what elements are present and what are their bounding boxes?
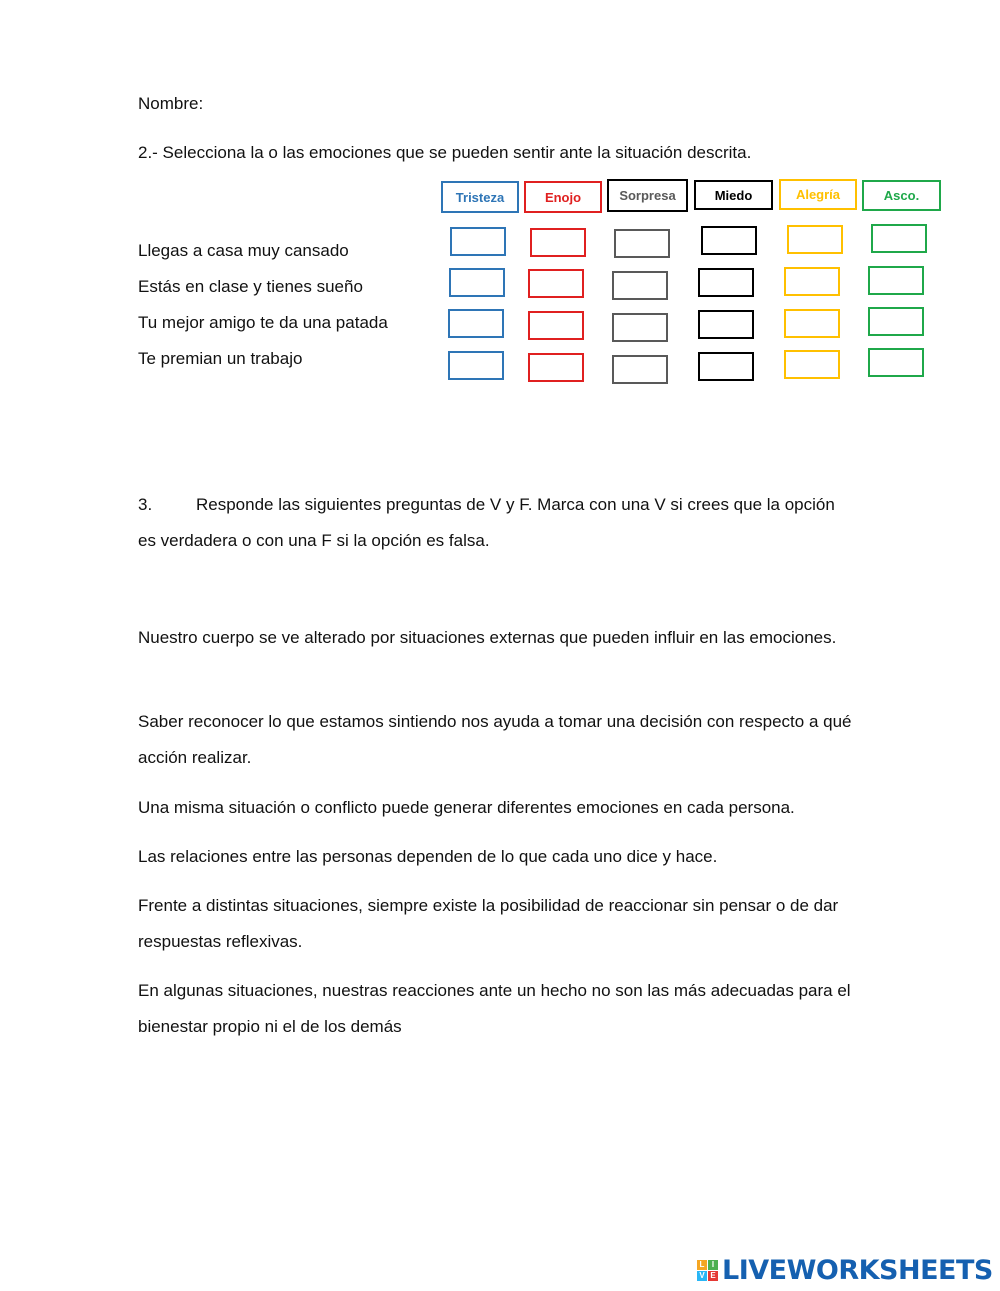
checkbox-situation-1-alegria[interactable] [787, 225, 843, 254]
statement-5: Frente a distintas situaciones, siempre existe la posibilidad de reaccionar sin pensar o de dar respuestas reflexivas. [138, 896, 839, 951]
question-3-instruction-line-1: Responde las siguientes preguntas de V y F. Marca con una V si crees que la opción [196, 495, 835, 514]
emotion-label-sorpresa: Sorpresa [607, 179, 688, 212]
checkbox-situation-3-miedo[interactable] [698, 310, 754, 339]
checkbox-situation-1-asco[interactable] [871, 224, 927, 253]
checkbox-situation-1-enojo[interactable] [530, 228, 586, 257]
question-3-number: 3. [138, 495, 153, 514]
emotion-label-tristeza: Tristeza [441, 181, 519, 213]
checkbox-situation-1-sorpresa[interactable] [614, 229, 670, 258]
name-label: Nombre: [138, 94, 204, 113]
question-3-instruction-line-2: es verdadera o con una F si la opción es falsa. [138, 531, 490, 550]
liveworksheets-logo-icon: L I V E [697, 1260, 718, 1281]
checkbox-situation-2-miedo[interactable] [698, 268, 754, 297]
checkbox-situation-2-alegria[interactable] [784, 267, 840, 296]
checkbox-situation-2-enojo[interactable] [528, 269, 584, 298]
statement-3: Una misma situación o conflicto puede generar diferentes emociones en cada persona. [138, 798, 795, 817]
liveworksheets-logo [697, 1255, 993, 1286]
checkbox-situation-4-enojo[interactable] [528, 353, 584, 382]
checkbox-situation-3-alegria[interactable] [784, 309, 840, 338]
logo-text: LIVEWORKSHEETS [722, 1255, 993, 1286]
situation-1: Llegas a casa muy cansado [138, 241, 349, 260]
checkbox-situation-4-miedo[interactable] [698, 352, 754, 381]
checkbox-situation-3-tristeza[interactable] [448, 309, 504, 338]
emotion-label-asco: Asco. [862, 180, 941, 211]
checkbox-situation-2-tristeza[interactable] [449, 268, 505, 297]
statement-2: Saber reconocer lo que estamos sintiendo nos ayuda a tomar una decisión con respecto a qué acción realizar. [138, 712, 852, 767]
situation-3: Tu mejor amigo te da una patada [138, 313, 388, 332]
checkbox-situation-4-alegria[interactable] [784, 350, 840, 379]
checkbox-situation-3-enojo[interactable] [528, 311, 584, 340]
statement-4: Las relaciones entre las personas dependen de lo que cada uno dice y hace. [138, 847, 718, 866]
emotion-label-miedo: Miedo [694, 180, 773, 210]
situation-2: Estás en clase y tienes sueño [138, 277, 363, 296]
checkbox-situation-4-asco[interactable] [868, 348, 924, 377]
checkbox-situation-3-sorpresa[interactable] [612, 313, 668, 342]
checkbox-situation-2-sorpresa[interactable] [612, 271, 668, 300]
question-2-prompt: 2.- Selecciona la o las emociones que se pueden sentir ante la situación descrita. [138, 143, 752, 162]
emotion-label-alegria: Alegría [779, 179, 857, 210]
checkbox-situation-1-tristeza[interactable] [450, 227, 506, 256]
checkbox-situation-4-tristeza[interactable] [448, 351, 504, 380]
checkbox-situation-4-sorpresa[interactable] [612, 355, 668, 384]
situation-4: Te premian un trabajo [138, 349, 303, 368]
checkbox-situation-3-asco[interactable] [868, 307, 924, 336]
checkbox-situation-2-asco[interactable] [868, 266, 924, 295]
emotion-label-enojo: Enojo [524, 181, 602, 213]
statement-1: Nuestro cuerpo se ve alterado por situaciones externas que pueden influir en las emociones. [138, 628, 837, 647]
statement-6: En algunas situaciones, nuestras reacciones ante un hecho no son las más adecuadas para el bienestar propio ni el de los demás [138, 981, 851, 1036]
checkbox-situation-1-miedo[interactable] [701, 226, 757, 255]
